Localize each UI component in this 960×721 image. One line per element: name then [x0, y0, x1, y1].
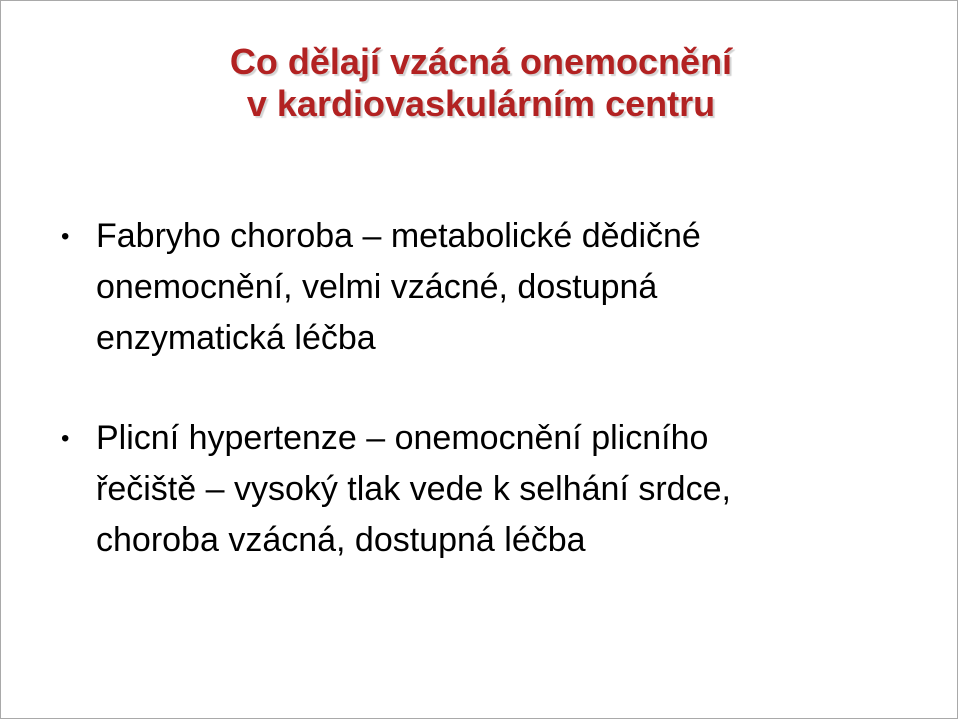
bullet-text-line: enzymatická léčba — [96, 319, 376, 357]
bullet-text-line: onemocnění, velmi vzácné, dostupná — [96, 268, 658, 306]
bullet-marker: • — [61, 223, 70, 250]
bullet-text-line: Fabryho choroba – metabolické dědičné — [96, 217, 701, 255]
bullet-marker: • — [61, 425, 70, 452]
bullet-text-line: Plicní hypertenze – onemocnění plicního — [96, 419, 709, 457]
bullet-item-pulmonary-hypertension — [1, 413, 960, 566]
bullet-text-line: řečiště – vysoký tlak vede k selhání srdce, — [96, 470, 731, 508]
title-line-2: v kardiovaskulárním centru — [246, 83, 716, 124]
bullet-text-line: choroba vzácná, dostupná léčba — [96, 521, 586, 559]
bullet-list — [1, 211, 960, 566]
title-line-1: Co dělají vzácná onemocnění — [229, 41, 733, 82]
slide-title — [1, 41, 960, 125]
bullet-item-fabry — [1, 211, 960, 364]
